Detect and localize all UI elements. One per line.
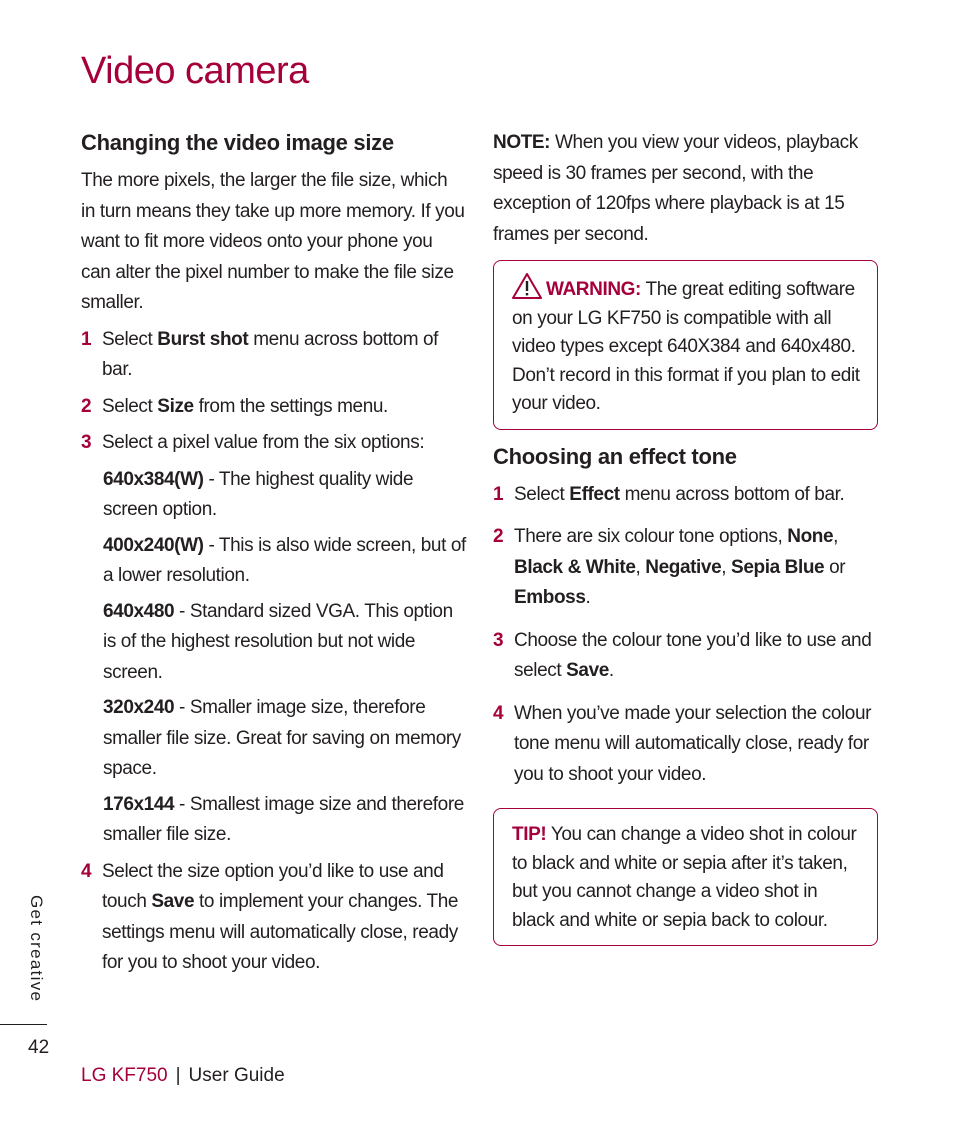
step-number: 2: [493, 526, 504, 547]
warning-box: [493, 260, 878, 430]
step-number: 1: [493, 483, 504, 505]
step-text: from the settings menu.: [193, 395, 388, 417]
footer: [81, 1065, 285, 1087]
effect-step-3: [493, 626, 878, 687]
step-text: or: [824, 556, 846, 578]
step-bold: Save: [566, 660, 609, 681]
step-text: When you’ve made your selection the colour tone menu will automatically close, ready for you to shoot your video.: [514, 702, 872, 785]
tip-box: [493, 808, 878, 946]
step-text: .: [585, 587, 591, 608]
step-bold: Burst shot: [157, 328, 249, 350]
step-2: [81, 392, 466, 423]
size-option: [81, 693, 466, 785]
note-text: When you view your videos, playback speed is 30 frames per second, with the exception of 120fps where playback is at 15 frames per second.: [493, 132, 858, 245]
step-number: 1: [81, 328, 92, 350]
step-text: Choose the colour tone you’d like to use and select: [514, 629, 872, 681]
step-4: [81, 857, 466, 979]
step-text: .: [608, 660, 614, 681]
side-section-label: Get creative: [27, 895, 46, 1003]
footer-separator: |: [175, 1065, 181, 1086]
step-text: There are six colour tone options,: [514, 526, 788, 547]
step-bold: Effect: [569, 483, 620, 505]
tone-negative: Negative: [645, 556, 722, 578]
step-number: 2: [81, 395, 92, 417]
step-text: Select: [102, 328, 158, 350]
effect-step-1: [493, 480, 878, 511]
warning-label: WARNING:: [546, 279, 641, 300]
tone-black-white: Black & White: [514, 556, 636, 578]
option-name: 320x240: [103, 697, 175, 718]
step-text: ,: [833, 526, 839, 547]
option-desc: - This is also wide screen, but of a lower resolution.: [103, 534, 466, 586]
step-number: 4: [493, 702, 504, 724]
footer-brand: LG KF750: [81, 1065, 168, 1086]
step-number: 3: [81, 432, 92, 453]
warning-text: The great editing software on your LG KF750 is compatible with all video types except 640X384 and 640x480. Don’t record in this format if you plan to edit your video.: [512, 279, 860, 414]
step-bold: Save: [151, 891, 195, 912]
size-option: [81, 790, 466, 851]
page-number: 42: [28, 1037, 50, 1058]
left-column: [81, 128, 466, 979]
option-name: 640x384(W): [103, 468, 204, 490]
note-label: NOTE:: [493, 132, 551, 153]
step-bold: Size: [157, 395, 194, 417]
tone-emboss: Emboss: [514, 587, 586, 608]
tone-none: None: [787, 526, 834, 547]
step-text: Select: [514, 483, 570, 505]
tip-label: TIP!: [512, 824, 547, 845]
size-option: [81, 597, 466, 689]
option-desc: - Standard sized VGA. This option is of the highest resolution but not wide screen.: [103, 600, 453, 683]
step-text: menu across bottom of bar.: [619, 483, 845, 505]
option-desc: - Smallest image size and therefore smaller file size.: [103, 793, 464, 845]
section-heading-image-size: Changing the video image size: [81, 130, 394, 155]
footer-guide: User Guide: [188, 1065, 285, 1086]
step-number: 4: [81, 860, 92, 882]
option-name: 176x144: [103, 793, 175, 815]
option-name: 640x480: [103, 600, 175, 622]
intro-paragraph: The more pixels, the larger the file size, which in turn means they take up more memory. If you want to fit more videos onto your phone you can alter the pixel number to make the file size smaller.: [81, 170, 465, 313]
section-heading-effect-tone: Choosing an effect tone: [493, 443, 737, 469]
tip-text: You can change a video shot in colour to black and white or sepia after it’s taken, but you cannot change a video shot in black and white or sepia back to colour.: [512, 824, 857, 931]
effect-step-4: [493, 699, 878, 791]
option-name: 400x240(W): [103, 534, 204, 556]
step-text: ,: [721, 556, 732, 578]
step-text: Select: [102, 395, 158, 417]
warning-icon: [512, 273, 542, 299]
size-option: [81, 531, 466, 592]
step-text: Select a pixel value from the six options:: [102, 432, 425, 453]
right-column: [493, 128, 878, 946]
side-divider: [0, 1024, 47, 1025]
step-number: 3: [493, 629, 504, 651]
note-paragraph: [493, 128, 878, 250]
step-text: menu across bottom of bar.: [102, 328, 439, 380]
option-desc: - The highest quality wide screen option.: [103, 468, 414, 520]
step-3: [81, 428, 466, 459]
step-text: to implement your changes. The settings menu will automatically close, ready for you to shoot your video.: [102, 891, 459, 973]
step-text: ,: [635, 556, 646, 578]
size-option: [81, 465, 466, 526]
tone-sepia-blue: Sepia Blue: [731, 556, 825, 578]
option-desc: - Smaller image size, therefore smaller file size. Great for saving on memory space.: [103, 697, 461, 779]
step-1: [81, 325, 466, 386]
effect-step-2: [493, 522, 878, 614]
step-text: Select the size option you’d like to use and touch: [102, 860, 444, 912]
page-title: Video camera: [81, 50, 309, 92]
